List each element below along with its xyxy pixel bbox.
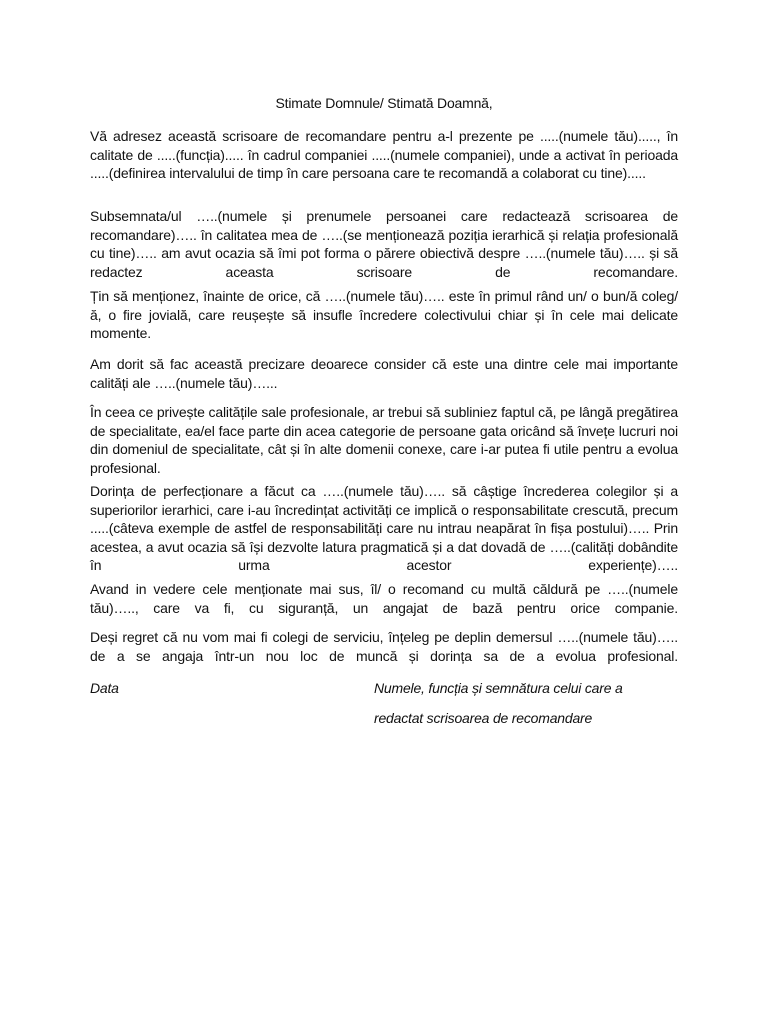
paragraph-intro: Vă adresez această scrisoare de recomandare pentru a-l prezente pe .....(numele tău)....., în calitate de .....(funcția)..... în cadrul companiei .....(numele companiei), unde a activat în perioada .....(definirea intervalului de timp în care persoana care te recomandă a colaborat cu tine)..... bbox=[90, 128, 678, 181]
paragraph-recommender: Subsemnata/ul …..(numele și prenumele persoanei care redactează scrisoarea de recomandare)….. în calitatea mea de …..(se menționează poziția ierarhică și relația profesională cu tine)….. am avut ocazia să îmi pot forma o părere obiectivă despre …..(numele tău)….. și să redactez aceasta scrisoare de recomandare. bbox=[90, 208, 678, 280]
salutation: Stimate Domnule/ Stimată Doamnă, bbox=[275, 95, 493, 111]
paragraph-responsibilities: Dorința de perfecționare a făcut ca …..(numele tău)….. să câștige încrederea colegilor și a superiorilor ierarhici, care i-au încredințat activități ce implică o responsabilitate crescută, precum .....(câteva exemple de astfel de responsabilități care nu intrau neapărat în fișa postului)….. Prin acestea, a avut ocazia să își dezvolte latura pragmatică și a dat dovadă de …..(calități dobândite în urma acestor experiențe)….. bbox=[90, 483, 678, 573]
paragraph-clarification: Am dorit să fac această precizare deoarece consider că este una dintre cele mai importante calități ale …..(numele tău)…... bbox=[90, 356, 678, 391]
paragraph-recommendation: Avand in vedere cele menționate mai sus, îl/ o recomand cu multă căldură pe …..(numele tău)….., care va fi, cu siguranță, un angajat de bază pentru orice companie. bbox=[90, 581, 678, 616]
date-label: Data bbox=[90, 680, 119, 696]
signature-line-2: redactat scrisoarea de recomandare bbox=[374, 710, 593, 726]
paragraph-closing: Deși regret că nu vom mai fi colegi de serviciu, înțeleg pe deplin demersul …..(numele tău)….. de a se angaja într-un nou loc de muncă și dorința sa de a evolua profesional. bbox=[90, 629, 678, 664]
signature-line-1: Numele, funcția și semnătura celui care a bbox=[374, 680, 623, 696]
paragraph-personal-traits: Țin să menționez, înainte de orice, că …..(numele tău)….. este în primul rând un/ o bun/ă coleg/ă, o fire jovială, care reușește să insufle încredere colectivului chiar și în cele mai delicate momente. bbox=[90, 288, 678, 341]
paragraph-professional-qualities: În ceea ce privește calitățile sale profesionale, ar trebui să subliniez faptul că, pe lângă pregătirea de specialitate, ea/el face parte din acea categorie de persoane gata oricând să învețe lucruri noi din domeniul de specialitate, cât și în alte domenii conexe, care i-ar putea fi utile pentru a evolua profesional. bbox=[90, 404, 678, 476]
